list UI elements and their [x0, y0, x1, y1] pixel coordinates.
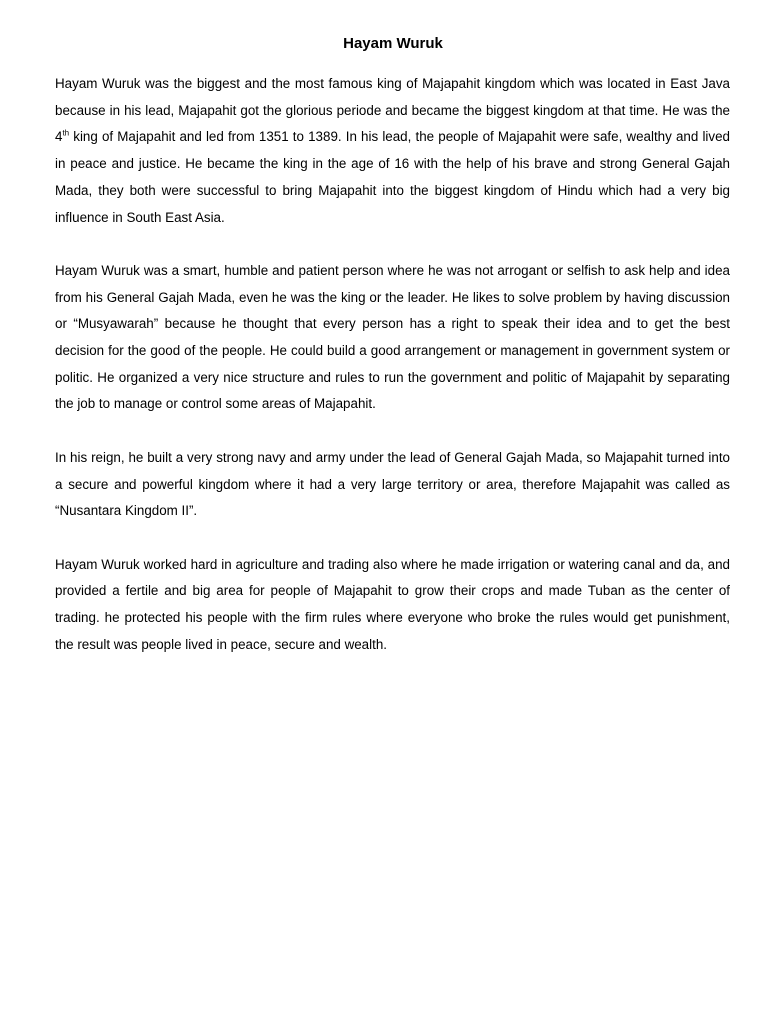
document-title: Hayam Wuruk: [343, 35, 443, 52]
document-body: [55, 71, 730, 685]
ordinal-suffix: th: [62, 128, 70, 138]
paragraph-1-text-end: king of Majapahit and led from 1351 to 1389. In his lead, the people of Majapahit were safe, wealthy and lived in peace and justice. He became the king in the age of 16 with the help of his brave and strong General Gajah Mada, they both were successful to bring Majapahit into the biggest kingdom of Hindu which had a very big influence in South East Asia.: [55, 129, 730, 225]
paragraph-1: [55, 71, 730, 231]
paragraph-4: Hayam Wuruk worked hard in agriculture and trading also where he made irrigation or watering canal and da, and provided a fertile and big area for people of Majapahit to grow their crops and made Tuban as the center of trading. he protected his people with the firm rules where everyone who broke the rules would get punishment, the result was people lived in peace, secure and wealth.: [55, 556, 730, 652]
paragraph-2: Hayam Wuruk was a smart, humble and patient person where he was not arrogant or selfish to ask help and idea from his General Gajah Mada, even he was the king or the leader. He likes to solve problem by having discussion or “Musyawarah” because he thought that every person has a right to speak their idea and to get the best decision for the good of the people. He could build a good arrangement or management in government system or politic. He organized a very nice structure and rules to run the government and politic of Majapahit by separating the job to manage or control some areas of Majapahit.: [55, 262, 730, 412]
paragraph-3: In his reign, he built a very strong navy and army under the lead of General Gajah Mada, so Majapahit turned into a secure and powerful kingdom where it had a very large territory or area, therefore Majapahit was called as “Nusantara Kingdom II”.: [55, 449, 730, 519]
paragraph-1-text-start: Hayam Wuruk was the biggest and the most famous king of Majapahit kingdom which was located in East Java because in his lead, Majapahit got the glorious periode and became the biggest kingdom at that time. He was the 4: [55, 76, 730, 145]
